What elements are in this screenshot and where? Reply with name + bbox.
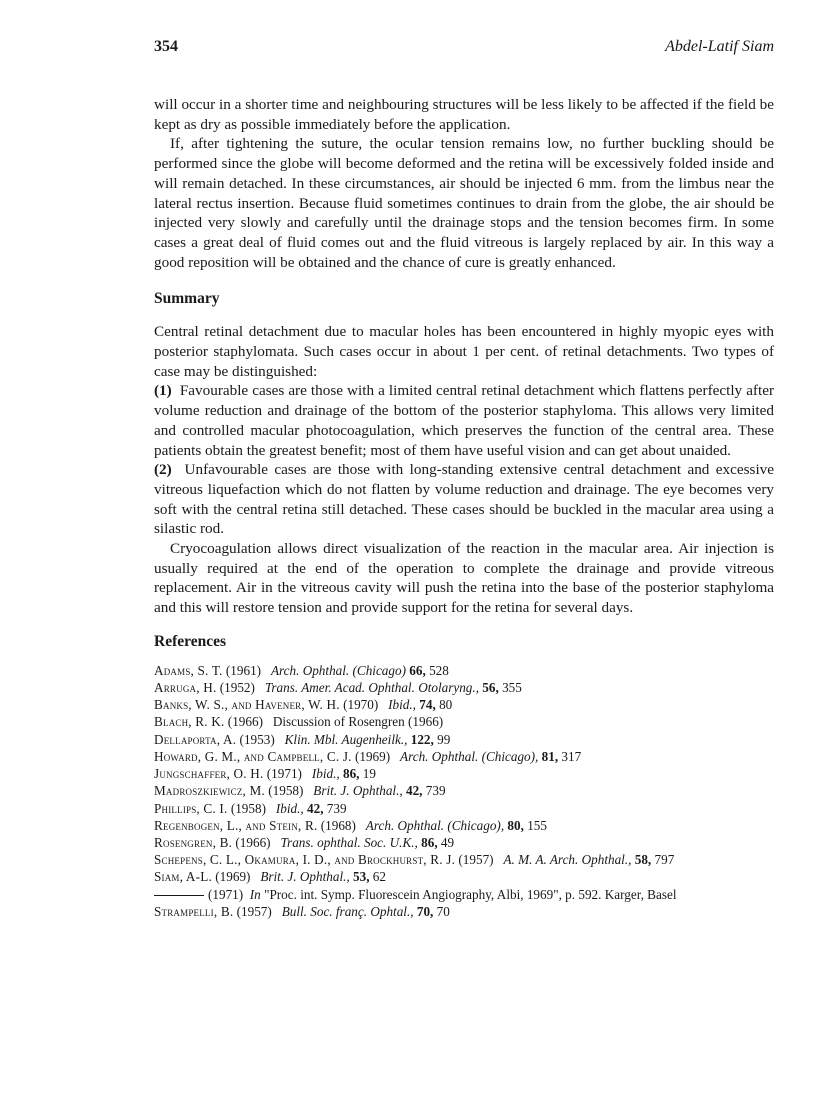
ref-year: (1958)	[230, 800, 266, 816]
ref-year: (1957)	[458, 852, 494, 868]
ref-year: (1961)	[225, 662, 262, 678]
ref-author: Blach, R. K.	[154, 714, 225, 730]
ref-pages: 739	[326, 800, 347, 816]
ref-journal: Arch. Ophthal. (Chicago),	[400, 748, 539, 764]
page-number: 354	[154, 38, 178, 55]
ref-pages: 317	[561, 748, 582, 764]
ref-journal: Arch. Ophthal. (Chicago)	[270, 662, 406, 678]
reference-item	[154, 868, 774, 885]
ref-pages: 99	[437, 731, 451, 747]
ref-pages: 797	[654, 852, 675, 868]
ref-pages: 70	[436, 903, 450, 919]
item-text: Unfavourable cases are those with long-standing extensive central detachment and excessive vitreous liquefaction which do not flatten by volume reduction and drainage. The eye becomes very soft with the central retina still detached. These cases should be buckled in the macular area using a silastic rod.	[154, 461, 774, 538]
ref-author: Dellaporta, A.	[154, 731, 237, 747]
references-heading: References	[154, 632, 227, 650]
ref-journal: Trans. Amer. Acad. Ophthal. Otolaryng.,	[264, 680, 479, 696]
ref-volume: 74,	[419, 697, 436, 713]
ref-year: (1969)	[215, 869, 251, 885]
ref-journal: Bull. Soc. franç. Ophtal.,	[281, 903, 414, 919]
ref-journal: Klin. Mbl. Augenheilk.,	[284, 731, 408, 747]
ref-journal: Trans. ophthal. Soc. U.K.,	[280, 834, 418, 850]
ref-author: Arruga, H.	[154, 680, 217, 696]
ref-journal: A. M. A. Arch. Ophthal.,	[503, 852, 632, 868]
summary-heading: Summary	[154, 290, 220, 308]
summary-item-2	[154, 460, 774, 539]
item-marker: (1)	[154, 382, 172, 400]
reference-item	[154, 903, 774, 920]
ref-year: (1971)	[266, 766, 302, 782]
ref-author: Phillips, C. I.	[154, 800, 228, 816]
ref-pages: 62	[372, 869, 386, 885]
ref-author: Jungschaffer, O. H.	[154, 766, 264, 782]
ref-year: (1957)	[236, 903, 272, 919]
ref-pages: 80	[439, 697, 453, 713]
reference-item	[154, 765, 774, 782]
item-text: Favourable cases are those with a limited central retinal detachment which flattens perfectly after volume reduction and drainage of the bottom of the posterior staphyloma. This allows very limited and controlled macular photocoagulation, which preserves the function of the central area. These patients obtain the greatest benefit; most of them have useful vision and can get about unaided.	[154, 382, 775, 459]
ref-author: Schepens, C. L., Okamura, I. D., and Brockhurst, R. J.	[154, 852, 456, 868]
summary-closing: Cryocoagulation allows direct visualization of the reaction in the macular area. Air injection is usually required at the end of the operation to complete the drainage and provide vitreous replacement. Air in the vitreous cavity will push the retina into the base of the posterior staphyloma and this will restore tension and provide support for the retina for several days.	[154, 540, 774, 617]
ditto-rule	[154, 895, 204, 896]
ref-volume: 53,	[353, 869, 370, 885]
ref-author: Regenbogen, L., and Stein, R.	[154, 817, 318, 833]
ref-year: (1966)	[235, 834, 271, 850]
ref-author: Banks, W. S., and Havener, W. H.	[154, 697, 340, 713]
ref-pages: 49	[440, 834, 455, 850]
reference-item	[154, 800, 774, 817]
reference-item	[154, 851, 774, 868]
reference-list	[154, 662, 774, 920]
ref-author: Howard, G. M., and Campbell, C. J.	[154, 748, 352, 764]
ref-year: (1953)	[239, 731, 275, 747]
ref-year: (1968)	[320, 817, 356, 833]
ref-pages: 155	[527, 817, 547, 833]
ref-year: (1952)	[219, 680, 255, 696]
ref-pages: 739	[425, 783, 446, 799]
reference-item	[154, 748, 774, 765]
paragraph: If, after tightening the suture, the ocular tension remains low, no further buckling should be performed since the globe will become deformed and the retina will be excessively folded inside and will remain detached. In these circumstances, air should be injected 6 mm. from the limbus near the lateral rectus insertion. Because fluid sometimes continues to drain from the globe, the air should be injected very slowly and carefully until the drainage stops and the tension becomes firm. In some cases a great deal of fluid comes out and the fluid vitreous is largely replaced by air. In this way a good reposition will be obtained and the chance of cure is greatly enhanced.	[154, 135, 774, 271]
ref-year: (1970)	[343, 697, 379, 713]
ref-author: Rosengren, B.	[154, 834, 233, 850]
article-body	[154, 95, 774, 920]
ref-pages: 528	[429, 662, 449, 678]
reference-item	[154, 679, 774, 696]
ref-year: (1958)	[268, 783, 304, 799]
ref-volume: 42,	[307, 800, 324, 816]
page-header	[154, 38, 774, 60]
ref-volume: 58,	[634, 852, 652, 868]
ref-volume: 70,	[416, 903, 434, 919]
ref-volume: 56,	[482, 680, 499, 696]
reference-item	[154, 782, 774, 799]
reference-item	[154, 713, 774, 730]
reference-item	[154, 662, 774, 679]
ref-pages: 19	[362, 766, 376, 782]
reference-item	[154, 731, 774, 748]
running-head: Abdel-Latif Siam	[665, 38, 774, 55]
ref-year: (1971)	[208, 886, 244, 902]
ref-journal: In	[249, 886, 261, 902]
ref-author: Siam, A-L.	[154, 869, 212, 885]
ref-author: Strampelli, B.	[154, 903, 234, 919]
ref-year: (1969)	[354, 748, 391, 764]
ref-volume: 122,	[410, 731, 434, 747]
ref-volume: 81,	[541, 748, 559, 764]
ref-journal: Ibid.,	[388, 697, 416, 713]
ref-author: Madroszkiewicz, M.	[154, 783, 265, 799]
paragraph: will occur in a shorter time and neighbouring structures will be less likely to be affected if the field be kept as dry as possible immediately before the application.	[154, 96, 774, 133]
item-marker: (2)	[154, 461, 172, 479]
ref-journal: Brit. J. Ophthal.,	[260, 869, 350, 885]
summary-item-1	[154, 381, 774, 460]
summary-intro: Central retinal detachment due to macular holes has been encountered in highly myopic eyes with posterior staphylomata. Such cases occur in about 1 per cent. of retinal detachments. Two types of case may be distinguished:	[154, 323, 774, 380]
ref-journal: Ibid.,	[275, 800, 304, 816]
ref-journal: Ibid.,	[311, 766, 340, 782]
ref-journal: Arch. Ophthal. (Chicago),	[365, 817, 505, 833]
reference-item	[154, 817, 774, 834]
ref-year: (1966)	[227, 714, 263, 730]
ref-pages: 355	[502, 680, 522, 696]
ref-journal: Brit. J. Ophthal.,	[313, 783, 403, 799]
ref-volume: 42,	[405, 783, 423, 799]
ref-volume: 86,	[342, 766, 360, 782]
ref-author: Adams, S. T.	[154, 662, 223, 678]
reference-item	[154, 886, 774, 903]
ref-note: "Proc. int. Symp. Fluorescein Angiography, Albi, 1969", p. 592. Karger, Basel	[264, 886, 677, 902]
reference-item	[154, 834, 774, 851]
reference-item	[154, 696, 774, 713]
ref-volume: 66,	[409, 662, 426, 678]
ref-note: Discussion of Rosengren (1966)	[272, 714, 444, 730]
ref-volume: 86,	[421, 834, 438, 850]
ref-volume: 80,	[507, 817, 524, 833]
